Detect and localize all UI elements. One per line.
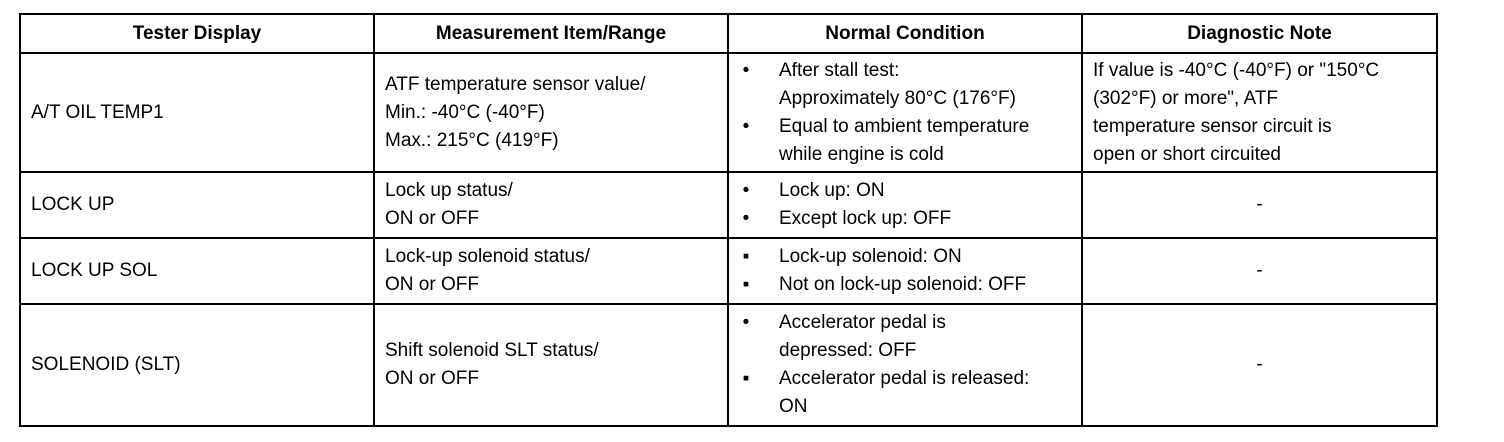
condition-text: Lock up: ON (779, 180, 885, 201)
measurement-line: ON or OFF (385, 368, 479, 389)
diagnostic-note-cell (1082, 238, 1437, 304)
condition-text: Accelerator pedal is released: (779, 368, 1030, 389)
bullet-icon: • (742, 59, 750, 81)
note-line: temperature sensor circuit is (1093, 115, 1332, 137)
header-diagnostic-note: Diagnostic Note (1082, 14, 1437, 53)
condition-text: After stall test: (779, 59, 900, 81)
bullet-icon: • (742, 180, 750, 201)
header-tester-display: Tester Display (20, 14, 374, 53)
measurement-line: Lock-up solenoid status/ (385, 246, 590, 267)
condition-list (737, 243, 1075, 299)
measurement-cell (374, 53, 728, 172)
condition-text: Except lock up: OFF (779, 208, 952, 229)
condition-text: Lock-up solenoid: ON (779, 246, 962, 267)
condition-text: Not on lock-up solenoid: OFF (779, 274, 1027, 295)
note-line: - (1256, 354, 1263, 375)
condition-text: Equal to ambient temperature (779, 115, 1030, 137)
measurement-line: Lock up status/ (385, 180, 513, 201)
note-line: (302°F) or more", ATF (1093, 87, 1279, 109)
condition-text: Approximately 80°C (176°F) (779, 87, 1016, 109)
condition-item (737, 205, 1075, 233)
tester-display-cell (20, 172, 374, 238)
measurement-line: Max.: 215°C (419°F) (385, 129, 559, 151)
header-normal-condition: Normal Condition (728, 14, 1082, 53)
table-row (20, 53, 1437, 172)
condition-list (737, 309, 1075, 421)
tester-display-cell (20, 238, 374, 304)
tester-display-cell (20, 53, 374, 172)
table-row (20, 238, 1437, 304)
measurement-line: ATF temperature sensor value/ (385, 73, 646, 95)
bullet-icon: ▪ (742, 368, 750, 389)
condition-item (737, 365, 1075, 421)
bullet-icon: ▪ (742, 274, 750, 295)
condition-item (737, 309, 1075, 365)
note-line: - (1256, 260, 1263, 281)
note-line: open or short circuited (1093, 143, 1281, 165)
header-measurement-item: Measurement Item/Range (374, 14, 728, 53)
normal-condition-cell (728, 172, 1082, 238)
condition-list (737, 177, 1075, 233)
condition-item (737, 113, 1075, 169)
condition-text: ON (779, 396, 808, 417)
condition-text: Accelerator pedal is (779, 312, 946, 333)
bullet-icon: ▪ (742, 246, 750, 267)
measurement-cell (374, 238, 728, 304)
condition-text: depressed: OFF (779, 340, 917, 361)
tester-display-text: LOCK UP SOL (31, 260, 158, 281)
measurement-cell (374, 172, 728, 238)
normal-condition-cell (728, 304, 1082, 426)
diagnostic-note-cell (1082, 304, 1437, 426)
measurement-line: ON or OFF (385, 274, 479, 295)
bullet-icon: • (742, 115, 750, 137)
note-line: If value is -40°C (-40°F) or "150°C (1093, 59, 1380, 81)
tester-display-text: A/T OIL TEMP1 (31, 101, 164, 123)
condition-text: while engine is cold (779, 143, 944, 165)
tester-display-text: LOCK UP (31, 194, 115, 215)
measurement-cell (374, 304, 728, 426)
note-line: - (1256, 194, 1263, 215)
condition-item (737, 271, 1075, 299)
tester-display-cell (20, 304, 374, 426)
diagnostic-table (19, 13, 1438, 427)
diagnostic-note-cell (1082, 53, 1437, 172)
normal-condition-cell (728, 53, 1082, 172)
measurement-line: ON or OFF (385, 208, 479, 229)
condition-item (737, 177, 1075, 205)
condition-item (737, 243, 1075, 271)
bullet-icon: • (742, 312, 750, 333)
header-row (20, 14, 1437, 53)
condition-list (737, 57, 1075, 169)
table-row (20, 304, 1437, 426)
tester-display-text: SOLENOID (SLT) (31, 354, 181, 375)
measurement-line: Min.: -40°C (-40°F) (385, 101, 545, 123)
diagnostic-note-cell (1082, 172, 1437, 238)
condition-item (737, 57, 1075, 113)
table-row (20, 172, 1437, 238)
bullet-icon: • (742, 208, 750, 229)
measurement-line: Shift solenoid SLT status/ (385, 340, 599, 361)
normal-condition-cell (728, 238, 1082, 304)
